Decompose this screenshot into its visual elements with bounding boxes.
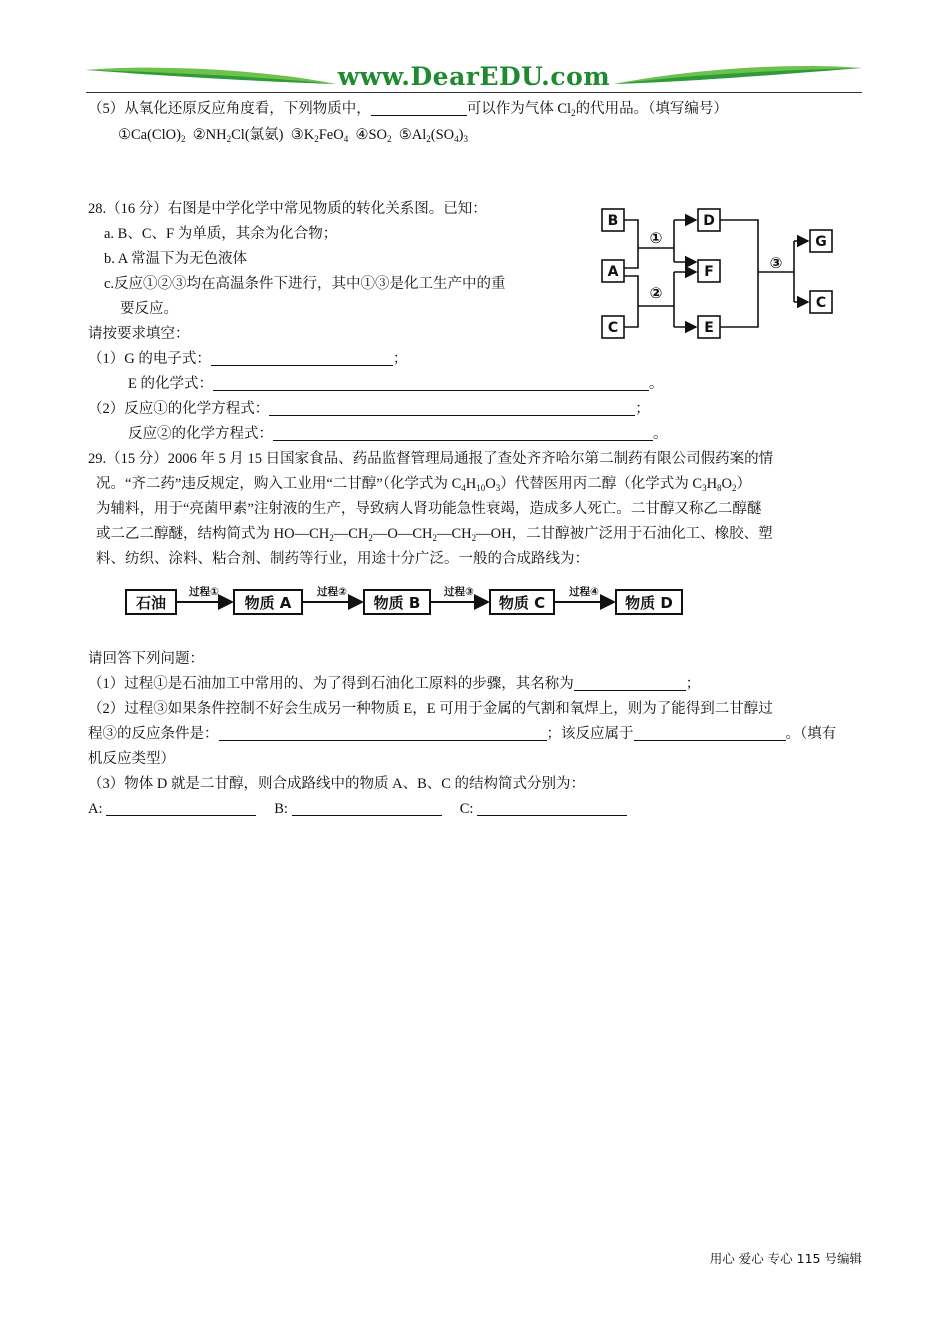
flow-label-a: 物质 A (244, 594, 292, 612)
flow-label-d: 物质 D (625, 594, 673, 612)
q28-q1-e: E 的化学式： 。 (128, 376, 664, 392)
q29-line3: 为辅料，用于“亮菌甲素”注射液的生产，导致病人肾功能急性衰竭，造成多人死亡。二甘醇又称乙二醇醚 (96, 501, 762, 517)
q29-line4: 或二乙二醇醚，结构简式为 $HO—CH_2—CH_2—O—CH_2—CH_2—OH$，二甘醇被广泛用于石油化工、橡胶、塑 (96, 526, 773, 543)
q29-answer-a-blank[interactable] (106, 801, 256, 816)
q28-cond-b: b. A 常温下为无色液体 (104, 251, 247, 267)
node-g-label: G (815, 234, 827, 250)
q28-g-blank[interactable] (211, 351, 393, 366)
reaction-2-label: ② (649, 284, 663, 302)
site-logo (86, 60, 862, 94)
flow-label-petroleum: 石油 (135, 594, 167, 612)
node-c2-label: C (815, 295, 827, 311)
flow-step-3: 过程③ (444, 586, 474, 598)
q28-eq1-blank[interactable] (269, 401, 635, 416)
q29-answer-c-blank[interactable] (477, 801, 627, 816)
q28-q1-g: （1）G 的电子式： ； (88, 351, 408, 367)
q27-answer-blank[interactable] (371, 101, 467, 116)
q28-cond-c1: c.反应①②③均在高温条件下进行，其中①③是化工生产中的重 (104, 276, 506, 292)
q29-p1: （1）过程①是石油加工中常用的、为了得到石油化工原料的步骤，其名称为 ； (88, 676, 701, 692)
q29-p1-blank[interactable] (574, 676, 686, 691)
q28-intro: 28.（16 分）右图是中学化学中常见物质的转化关系图。已知： (88, 201, 487, 217)
reaction-3-label: ③ (769, 254, 783, 272)
q29-p2c: 机反应类型） (88, 751, 175, 767)
node-f-label: F (704, 264, 714, 280)
page-footer: 用心 爱心 专心 115 号编辑 (709, 1251, 862, 1266)
q28-reaction-diagram (596, 200, 846, 350)
node-d-label: D (703, 213, 715, 229)
q29-type-blank[interactable] (634, 726, 786, 741)
q28-cond-a: a. B、C、F 为单质，其余为化合物； (104, 226, 338, 242)
q28-prompt: 请按要求填空： (88, 326, 190, 342)
flow-step-2: 过程② (317, 586, 347, 598)
header-rule (86, 92, 862, 93)
flow-label-c: 物质 C (498, 594, 546, 612)
q29-line2: 况。“齐二药”违反规定，购入工业用“二甘醇”（化学式为 $C_4H_{10}O_3$）代替医用丙二醇（化学式为 $C_3H_8O_2$） (96, 476, 752, 493)
q28-cond-c2: 要反应。 (120, 301, 178, 317)
flow-step-1: 过程① (189, 586, 219, 598)
q29-answer-b-blank[interactable] (292, 801, 442, 816)
q28-e-blank[interactable] (213, 376, 649, 391)
q28-q2-2: 反应②的化学方程式： 。 (128, 426, 668, 442)
synthesis-route-diagram (120, 582, 690, 622)
flow-label-b: 物质 B (373, 594, 421, 612)
q27-options: $①Ca(ClO)_2$ $②NH_2Cl$(氯氨) $③K_2FeO_4$ $④SO_2$ $⑤Al_2(SO_4)_3$ (118, 127, 468, 144)
reaction-1-label: ① (649, 229, 663, 247)
q29-prompt: 请回答下列问题： (88, 651, 204, 667)
node-a-label: A (607, 264, 619, 280)
q27-part5: （5）从氧化还原反应角度看，下列物质中， 可以作为气体 $Cl_2$的代用品。（填写编号） (88, 101, 728, 118)
node-c-label: C (607, 320, 619, 336)
q29-line5: 料、纺织、涂料、粘合剂、制药等行业，用途十分广泛。一般的合成路线为： (96, 551, 589, 567)
q29-p2a: （2）过程③如果条件控制不好会生成另一种物质 E，E 可用于金属的气割和氧焊上，则为了能得到二甘醇过 (88, 701, 773, 717)
q29-condition-blank[interactable] (219, 726, 547, 741)
q29-p3: （3）物体 D 就是二甘醇，则合成路线中的物质 A、B、C 的结构简式分别为： (88, 776, 586, 792)
q29-line1: 29.（15 分）2006 年 5 月 15 日国家食品、药品监督管理局通报了查处齐齐哈尔第二制药有限公司假药案的情 (88, 451, 774, 467)
node-b-label: B (607, 213, 619, 229)
q28-q2-1: （2）反应①的化学方程式： ； (88, 401, 650, 417)
flow-step-4: 过程④ (569, 586, 599, 598)
site-logo-text: www.DearEDU.com (337, 62, 611, 91)
q29-answers: A: B: C: (88, 799, 627, 819)
q29-p2b: 程③的反应条件是： ；该反应属于 。（填有 (88, 726, 837, 742)
node-e-label: E (704, 320, 714, 336)
q28-eq2-blank[interactable] (273, 426, 653, 441)
